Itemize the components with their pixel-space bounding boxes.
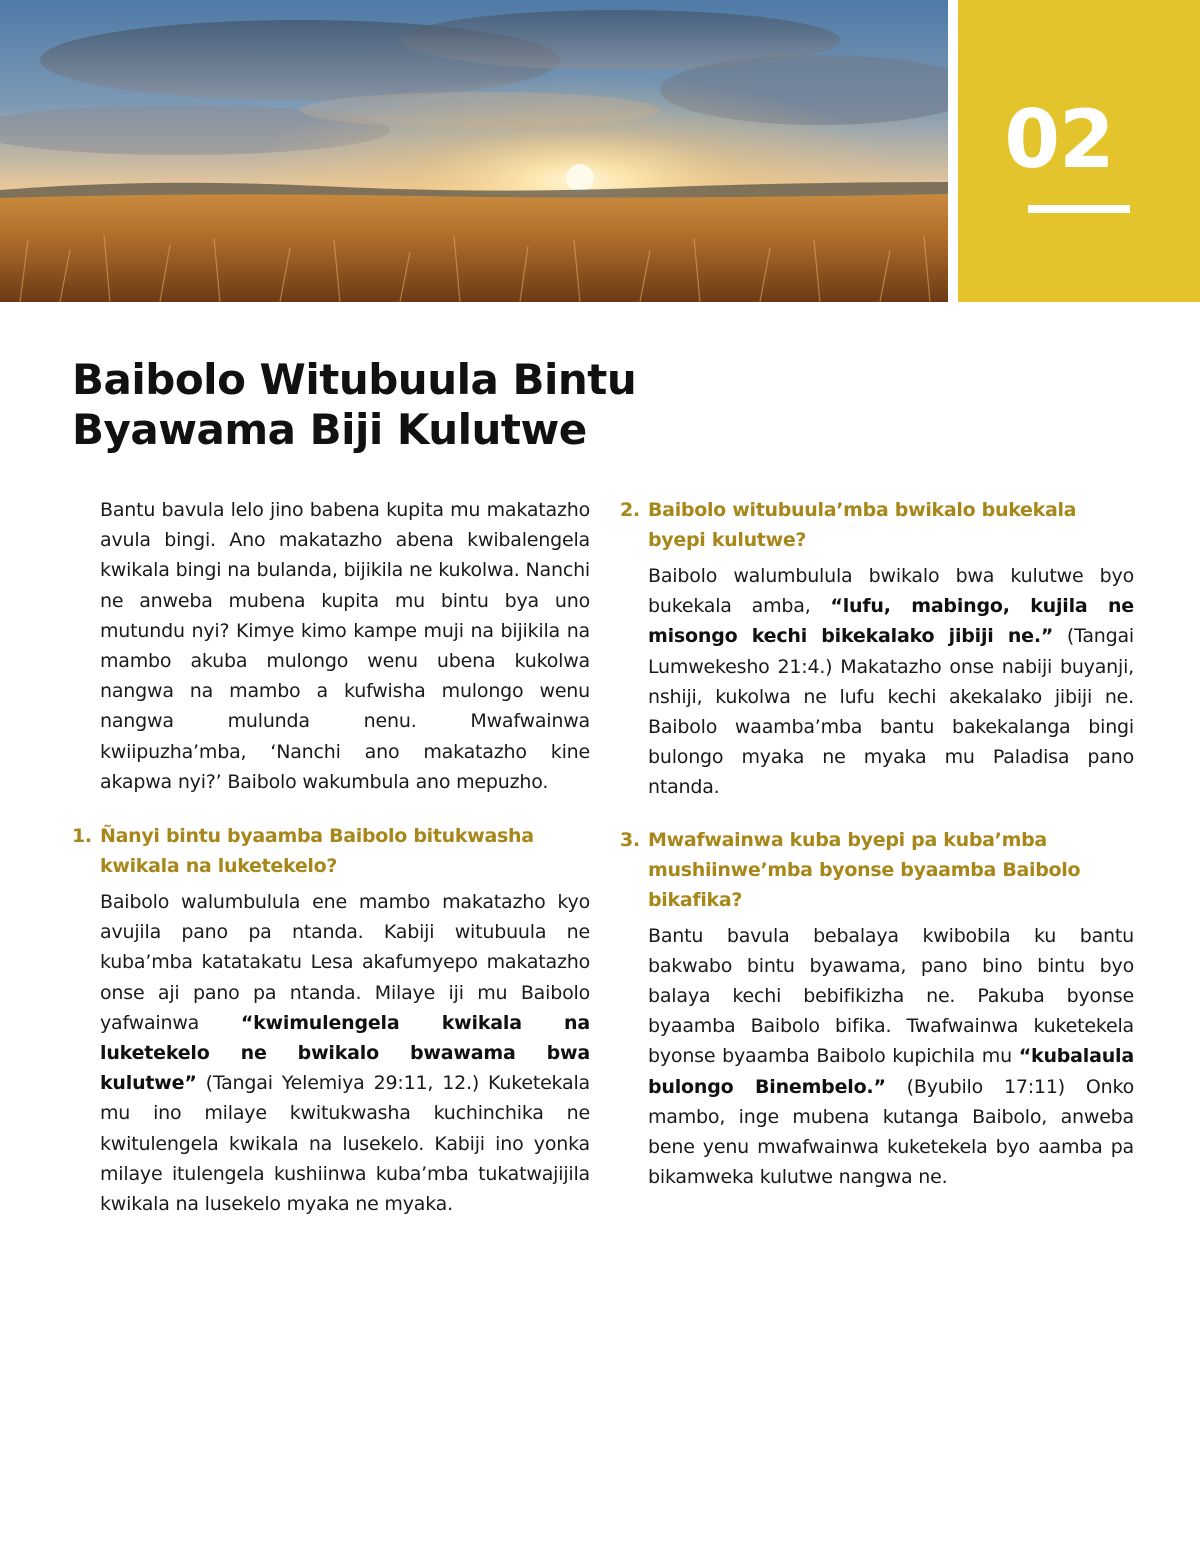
question-1 (72, 821, 590, 881)
answer-1-text-before: Baibolo walumbulula ene mambo makatazho kyo avujila pano pa ntanda. Kabiji witubuula ne kuba’mba katatakatu Lesa akafumyepo makatazho onse aji pano pa ntanda. Milaye iji mu Baibolo yafwainwa (100, 891, 590, 1034)
page-title-line-1: Baibolo Witubuula Bintu (72, 355, 637, 404)
question-1-text: Ñanyi bintu byaamba Baibolo bitukwasha kwikala na luketekelo? (100, 825, 534, 878)
question-3-text: Mwafwainwa kuba byepi pa kuba’mba mushiinwe’mba byonse byaamba Baibolo bikafika? (648, 828, 1081, 911)
question-3-number: 3. (620, 828, 640, 851)
question-2 (620, 495, 1134, 555)
answer-3-quote: “kubalaula bulongo Binembelo.” (648, 1045, 1134, 1098)
answer-1-paragraph (72, 887, 590, 1219)
hero-photo (0, 0, 948, 302)
right-column (620, 495, 1134, 1192)
left-column (72, 495, 590, 1219)
answer-3-text-after: (Byubilo 17:11) Onko mambo, inge mubena kutanga Baibolo, anweba bene yenu mwafwainwa kuketekela byo aamba pa bikamweka kulutwe nangwa ne. (648, 1075, 1134, 1189)
answer-2-text-after: (Tangai Lumwekesho 21:4.) Makatazho onse nabiji buyanji, nshiji, kukolwa ne lufu kechi akekalako jibiji ne. Baibolo waamba’mba bantu bakekalanga bingi bulongo myaka ne myaka mu Paladisa pano ntanda. (648, 625, 1134, 799)
question-2-text: Baibolo witubuula’mba bwikalo bukekala byepi kulutwe? (648, 499, 1077, 551)
page-title (72, 355, 892, 455)
lesson-number: 02 (1004, 93, 1114, 186)
answer-2-text-before: Baibolo walumbulula bwikalo bwa kulutwe byo bukekala amba, (648, 565, 1134, 618)
answer-2-paragraph (620, 561, 1134, 803)
intro-paragraph: Bantu bavula lelo jino babena kupita mu makatazho avula bingi. Ano makatazho abena kwibalengela kwikala bingi na bulanda, bijikila ne kukolwa. Nanchi ne anweba mubena kupita mu bintu bya uno mutundu nyi? Kimye kimo kampe muji na bijikila na mambo akuba mulongo wenu ubena kukolwa nangwa na mambo a kufwisha mulongo wenu nangwa mulunda nenu. Mwafwainwa kwiipuzha’mba, ‘Nanchi ano makatazho kine akapwa nyi?’ Baibolo wakumbula ano mepuzho. (100, 499, 590, 793)
answer-1-text-after: (Tangai Yelemiya 29:11, 12.) Kuketekala mu ino milaye kwitukwasha kuchinchika ne kwitulengela kwikala na lusekelo. Kabiji ino yonka milaye itulengela kushiinwa kuba’mba tukatwajijila kwikala na lusekelo myaka ne myaka. (100, 1072, 590, 1216)
answer-2-quote: “lufu, mabingo, kujila ne misongo kechi bikekalako jibiji ne.” (648, 595, 1134, 648)
badge-underline (1028, 205, 1130, 213)
page-title-line-2: Byawama Biji Kulutwe (72, 405, 587, 454)
answer-3-paragraph (620, 921, 1134, 1193)
question-1-number: 1. (72, 825, 92, 848)
question-3 (620, 825, 1134, 915)
answer-1-quote: “kwimulengela kwikala na luketekelo ne bwikalo bwawama bwa kulutwe” (100, 1011, 591, 1095)
wheat-field-sunset-image (0, 0, 948, 302)
lesson-number-badge (958, 0, 1200, 302)
answer-3-text-before: Bantu bavula bebalaya kwibobila ku bantu bakwabo bintu byawama, pano bino bintu byo balaya kechi bebifikizha ne. Pakuba byonse byaamba Baibolo bifika. Twafwainwa kuketekela byonse byaamba Baibolo kupichila mu (648, 924, 1134, 1068)
question-2-number: 2. (620, 499, 640, 521)
